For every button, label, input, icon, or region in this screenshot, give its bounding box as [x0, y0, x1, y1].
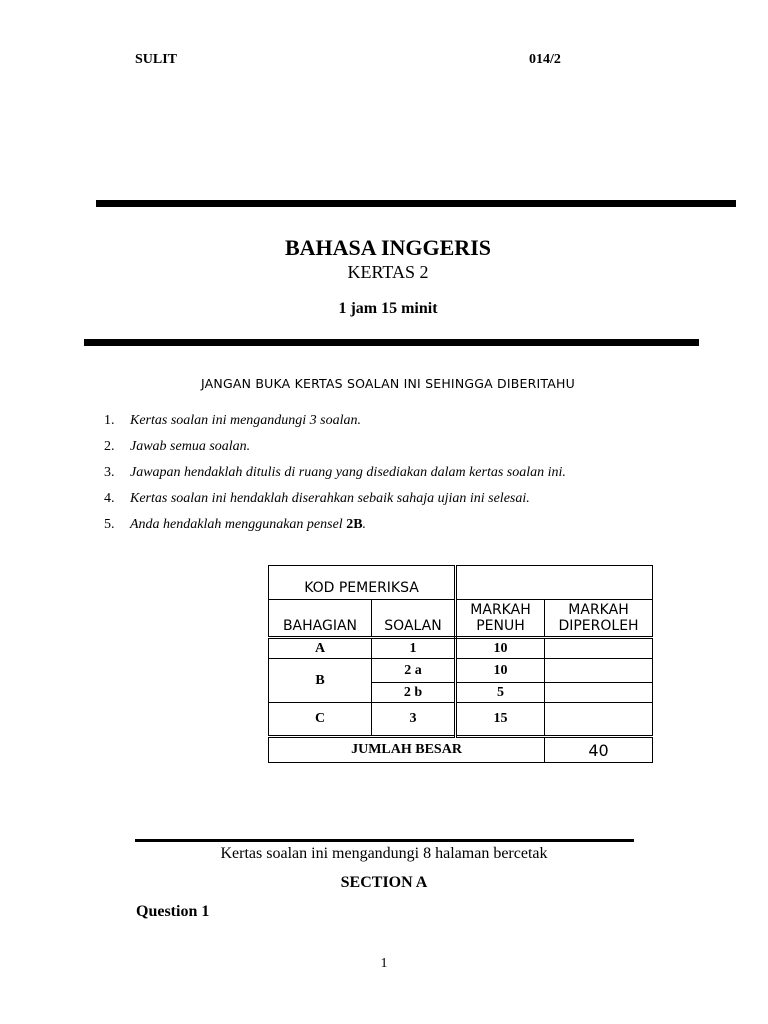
row-question: 3 [372, 703, 456, 737]
row-full-marks: 10 [456, 638, 545, 659]
paper-title: BAHASA INGGERIS [284, 235, 491, 260]
page-number: 1 [380, 956, 388, 971]
instruction-item: 5. Anda hendaklah menggunakan pensel 2B. [104, 517, 367, 532]
header-section: BAHAGIAN [269, 600, 372, 638]
row-marks-obtained-input[interactable] [545, 638, 653, 659]
row-marks-obtained-input[interactable] [545, 703, 653, 737]
grand-total-value: 40 [545, 737, 653, 763]
header-full-marks: MARKAH PENUH [456, 600, 545, 638]
row-section: A [269, 638, 372, 659]
instructions-list [104, 411, 566, 541]
row-marks-obtained-input[interactable] [545, 683, 653, 703]
row-question: 2 a [372, 659, 456, 683]
examiner-marks-table [268, 565, 653, 763]
paper-duration: 1 jam 15 minit [338, 300, 438, 317]
examiner-code-blank [456, 566, 653, 600]
row-question: 1 [372, 638, 456, 659]
row-section: C [269, 703, 372, 737]
page-count-note: Kertas soalan ini mengandungi 8 halaman bercetak [220, 845, 548, 862]
row-section: B [269, 659, 372, 703]
table-row [269, 703, 653, 737]
row-full-marks: 10 [456, 659, 545, 683]
header-sulit: SULIT [135, 52, 178, 67]
middle-thick-rule [84, 339, 699, 346]
examiner-code-label: KOD PEMERIKSA [269, 566, 456, 600]
row-full-marks: 15 [456, 703, 545, 737]
total-row [269, 737, 653, 763]
header-marks-obtained: MARKAH DIPEROLEH [545, 600, 653, 638]
instruction-item: 2. Jawab semua soalan. [104, 439, 251, 454]
instruction-item: 1. Kertas soalan ini mengandungi 3 soalan. [104, 413, 362, 428]
grand-total-label: JUMLAH BESAR [269, 737, 545, 763]
do-not-open-warning: JANGAN BUKA KERTAS SOALAN INI SEHINGGA DIBERITAHU [201, 376, 575, 391]
section-heading: SECTION A [340, 874, 428, 891]
row-question: 2 b [372, 683, 456, 703]
header-paper-code: 014/2 [529, 52, 561, 67]
top-thick-rule [96, 200, 736, 207]
paper-subtitle: KERTAS 2 [347, 262, 429, 282]
table-row [269, 638, 653, 659]
bottom-rule [135, 839, 634, 842]
header-question: SOALAN [372, 600, 456, 638]
instruction-item: 3. Jawapan hendaklah ditulis di ruang yang disediakan dalam kertas soalan ini. [104, 465, 566, 480]
question-heading: Question 1 [136, 903, 210, 920]
row-full-marks: 5 [456, 683, 545, 703]
instruction-item: 4. Kertas soalan ini hendaklah diserahkan sebaik sahaja ujian ini selesai. [104, 491, 530, 506]
table-row [269, 659, 653, 683]
row-marks-obtained-input[interactable] [545, 659, 653, 683]
